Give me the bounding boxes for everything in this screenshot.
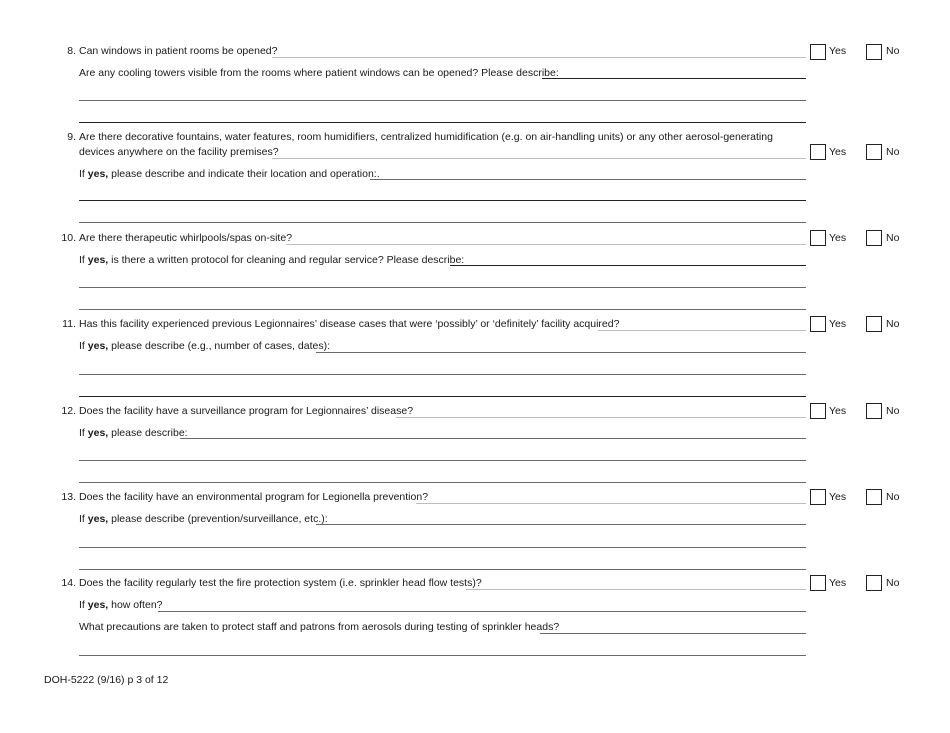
question-8-yes-checkbox[interactable] [810,44,826,60]
question-11-answer-line-3[interactable] [79,396,806,397]
question-14-no-label: No [886,577,900,589]
question-12-no-checkbox[interactable] [866,403,882,419]
question-13-answer-line-3[interactable] [79,569,806,570]
question-12-text: Does the facility have a surveillance program for Legionnaires’ disease? [79,405,414,417]
question-8-answer-line[interactable] [542,78,806,79]
question-10-answer-line-3[interactable] [79,309,806,310]
question-10-no-label: No [886,232,900,244]
question-8-followup: Are any cooling towers visible from the rooms where patient windows can be opened? Please describe: [79,67,559,79]
question-14-answer-line-2[interactable] [540,633,806,634]
question-11-yes-checkbox[interactable] [810,316,826,332]
question-10-yes-checkbox[interactable] [810,230,826,246]
question-11-yes-label: Yes [829,318,847,330]
question-9-yes-checkbox[interactable] [810,144,826,160]
question-14-text: Does the facility regularly test the fire protection system (i.e. sprinkler head flow tests)? [79,577,482,589]
question-13-leader [416,503,806,504]
question-10-answer-line-2[interactable] [79,287,806,288]
question-9-text-line2: devices anywhere on the facility premises? [79,146,279,158]
question-8-no-label: No [886,45,900,57]
question-13-no-checkbox[interactable] [866,489,882,505]
question-14-yes-checkbox[interactable] [810,575,826,591]
question-11-leader [598,330,806,331]
question-14-followup-2: What precautions are taken to protect staff and patrons from aerosols during testing of sprinkler heads? [79,621,560,633]
question-9-answer-line-3[interactable] [79,222,806,223]
question-8-text: Can windows in patient rooms be opened? [79,45,278,57]
question-12-followup: If yes, please describe: [79,427,188,439]
question-8-answer-line-2[interactable] [79,100,806,101]
question-8-number: 8. [67,45,76,57]
question-9-answer-line[interactable] [370,179,806,180]
question-13-number: 13. [61,491,76,503]
question-13-yes-label: Yes [829,491,847,503]
question-9-answer-line-2[interactable] [79,200,806,201]
question-14-number: 14. [61,577,76,589]
question-12-answer-line-3[interactable] [79,482,806,483]
question-12-answer-line-2[interactable] [79,460,806,461]
question-12-yes-checkbox[interactable] [810,403,826,419]
question-10-leader [286,244,806,245]
page-footer: DOH-5222 (9/16) p 3 of 12 [44,674,169,686]
question-13-no-label: No [886,491,900,503]
question-10-no-checkbox[interactable] [866,230,882,246]
question-13-yes-checkbox[interactable] [810,489,826,505]
question-13-followup: If yes, please describe (prevention/surveillance, etc.): [79,513,328,525]
question-14-answer-line[interactable] [158,611,806,612]
question-8-no-checkbox[interactable] [866,44,882,60]
question-14-leader [466,589,806,590]
question-12-no-label: No [886,405,900,417]
question-13-answer-line-2[interactable] [79,547,806,548]
question-8-leader [272,57,806,58]
question-14-followup: If yes, how often? [79,599,163,611]
question-11-no-checkbox[interactable] [866,316,882,332]
question-10-text: Are there therapeutic whirlpools/spas on-site? [79,232,293,244]
question-10-number: 10. [61,232,76,244]
question-8-answer-line-3[interactable] [79,122,806,123]
question-9-no-checkbox[interactable] [866,144,882,160]
question-9-text-line1: Are there decorative fountains, water features, room humidifiers, centralized humidification (e.g. on air-handling units) or any other aerosol-generating [79,131,773,143]
question-9-yes-label: Yes [829,146,847,158]
question-13-answer-line[interactable] [316,524,806,525]
question-11-followup: If yes, please describe (e.g., number of cases, dates): [79,340,330,352]
question-14-no-checkbox[interactable] [866,575,882,591]
question-11-number: 11. [62,318,76,330]
question-12-yes-label: Yes [829,405,847,417]
question-10-yes-label: Yes [829,232,847,244]
question-12-answer-line[interactable] [180,438,806,439]
question-8-yes-label: Yes [829,45,847,57]
question-9-leader [272,158,806,159]
question-9-followup: If yes, please describe and indicate their location and operation:. [79,168,380,180]
question-11-text: Has this facility experienced previous Legionnaires’ disease cases that were ‘possibly’ or ‘definitely’ facility acquired? [79,318,620,330]
question-14-yes-label: Yes [829,577,847,589]
question-12-number: 12. [61,405,76,417]
question-11-answer-line[interactable] [316,352,806,353]
question-11-answer-line-2[interactable] [79,374,806,375]
question-14-answer-line-3[interactable] [79,655,806,656]
question-11-no-label: No [886,318,900,330]
question-9-no-label: No [886,146,900,158]
question-9-number: 9. [67,131,76,143]
question-10-answer-line[interactable] [450,265,806,266]
question-12-leader [396,417,806,418]
question-13-text: Does the facility have an environmental program for Legionella prevention? [79,491,429,503]
question-10-followup: If yes, is there a written protocol for cleaning and regular service? Please describe: [79,254,465,266]
